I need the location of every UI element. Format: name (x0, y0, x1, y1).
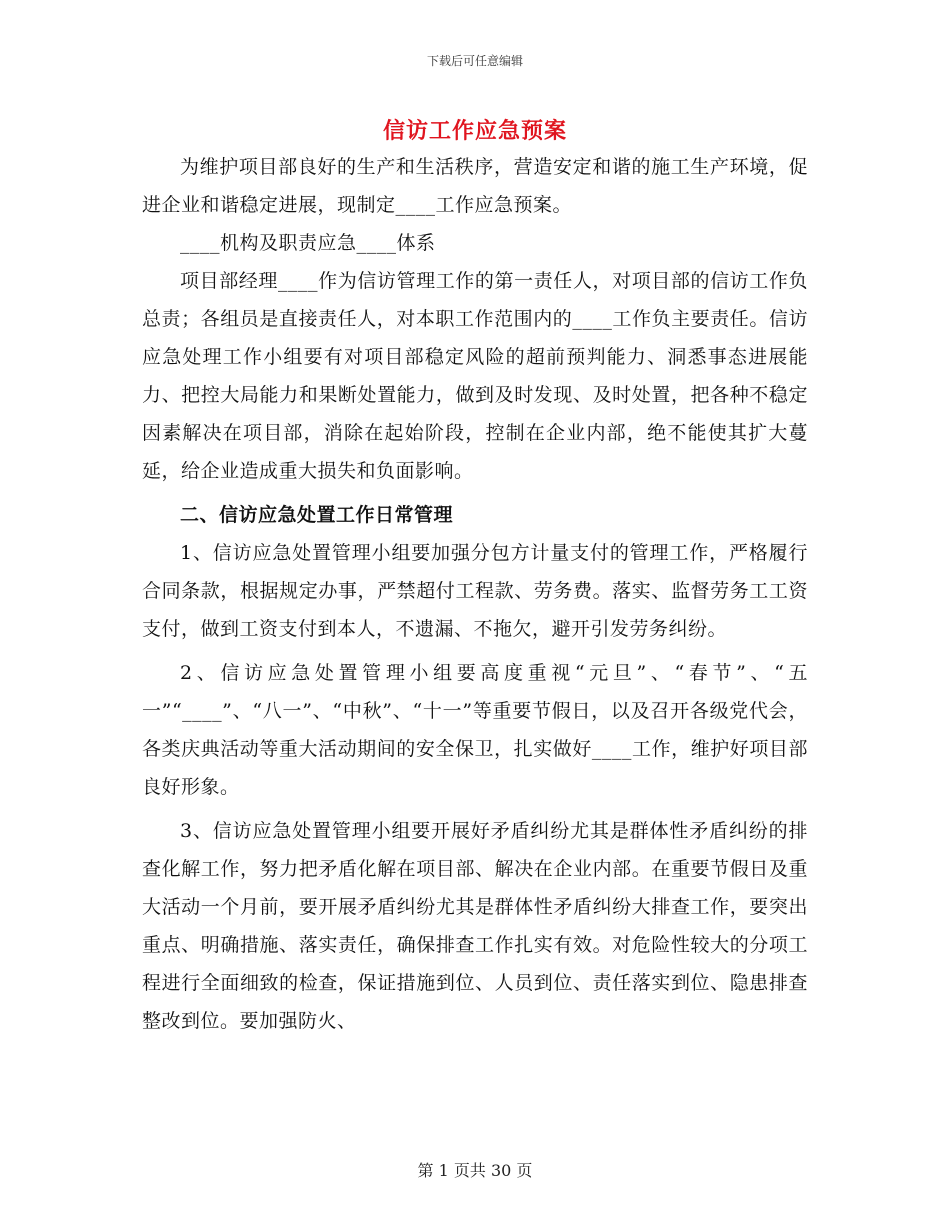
page-header: 下载后可任意编辑 (426, 54, 523, 68)
page-footer: 第 1 页共 30 页 (417, 1161, 533, 1180)
item-3-paragraph: 3、信访应急处置管理小组要开展好矛盾纠纷尤其是群体性矛盾纠纷的排查化解工作，努力把矛盾化解在项目部、解决在企业内部。在重要节假日及重大活动一个月前，要开展矛盾纠纷尤其是群体性矛盾纠纷大排查工作，要突出重点、明确措施、落实责任，确保排查工作扎实有效。对危险性较大的分项工程进行全面细致的检查，保证措施到位、人员到位、责任落实到位、隐患排查整改到位。要加强防火、 (142, 820, 808, 1032)
section-two-heading: 二、信访应急处置工作日常管理 (180, 504, 454, 526)
section-one-heading: ____机构及职责应急____体系 (180, 232, 436, 254)
responsibility-paragraph: 项目部经理____作为信访管理工作的第一责任人，对项目部的信访工作负总责；各组员是直接责任人，对本职工作范围内的____工作负主要责任。信访应急处理工作小组要有对项目部稳定风险的超前预判能力、洞悉事态进展能力、把控大局能力和果断处置能力，做到及时发现、及时处置，把各种不稳定因素解决在项目部，消除在起始阶段，控制在企业内部，绝不能使其扩大蔓延，给企业造成重大损失和负面影响。 (142, 270, 808, 482)
intro-paragraph: 为维护项目部良好的生产和生活秩序，营造安定和谐的施工生产环境，促进企业和谐稳定进展，现制定____工作应急预案。 (142, 156, 808, 216)
document-body (142, 148, 808, 1040)
item-2-paragraph: 2、信访应急处置管理小组要高度重视“元旦”、“春节”、“五一”“____”、“八一”、“中秋”、“十一”等重要节假日，以及召开各级党代会，各类庆典活动等重大活动期间的安全保卫，扎实做好____工作，维护好项目部良好形象。 (142, 662, 808, 798)
item-1-paragraph: 1、信访应急处置管理小组要加强分包方计量支付的管理工作，严格履行合同条款，根据规定办事，严禁超付工程款、劳务费。落实、监督劳务工工资支付，做到工资支付到本人，不遗漏、不拖欠，避开引发劳务纠纷。 (142, 542, 808, 640)
document-title: 信访工作应急预案 (382, 118, 567, 144)
